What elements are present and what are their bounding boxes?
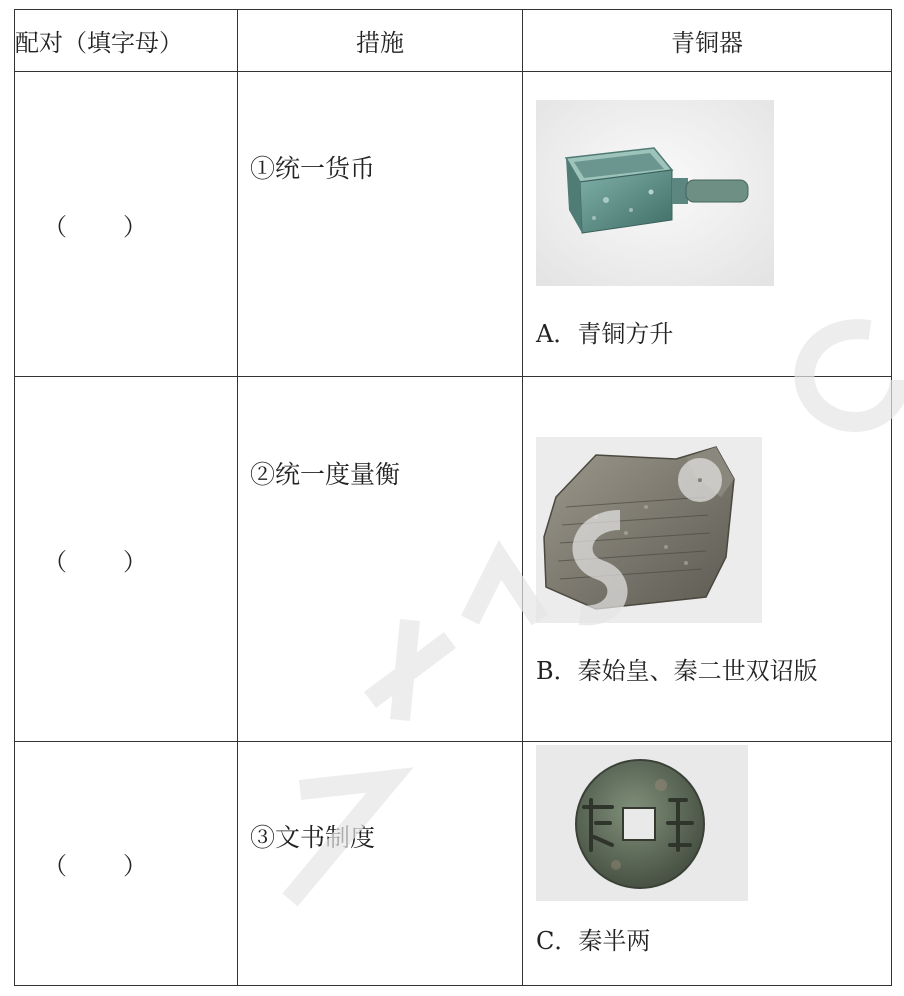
answer-close-bracket: ） (123, 212, 147, 241)
header-answer: 配对（填字母） (15, 10, 238, 72)
bronze-measuring-vessel-icon (536, 100, 774, 286)
answer-cell[interactable] (15, 742, 238, 986)
answer-open-bracket: （ (43, 547, 67, 576)
bronze-cell (523, 742, 892, 986)
measure-cell (238, 72, 523, 377)
measure-text: ②统一度量衡 (250, 460, 401, 489)
bronze-edict-plaque-icon (536, 437, 762, 623)
bronze-cell (523, 72, 892, 377)
table-row (15, 742, 892, 986)
item-label: A．青铜方升 (536, 320, 674, 348)
item-label: C．秦半两 (536, 927, 651, 955)
answer-open-bracket: （ (43, 852, 67, 880)
header-bronze: 青铜器 (523, 10, 892, 72)
answer-close-bracket: ） (123, 547, 147, 576)
table-row (15, 377, 892, 742)
measure-cell (238, 377, 523, 742)
bronze-cell (523, 377, 892, 742)
matching-table (14, 9, 892, 986)
banliang-coin-icon (536, 745, 748, 901)
measure-text: ①统一货币 (250, 154, 376, 183)
table-row (15, 72, 892, 377)
measure-cell (238, 742, 523, 986)
measure-text: ③文书制度 (250, 823, 376, 852)
answer-close-bracket: ） (123, 852, 147, 880)
header-row (15, 10, 892, 72)
item-label: B．秦始皇、秦二世双诏版 (536, 657, 818, 685)
header-measure: 措施 (238, 10, 523, 72)
answer-cell[interactable] (15, 377, 238, 742)
answer-open-bracket: （ (43, 212, 67, 241)
answer-cell[interactable] (15, 72, 238, 377)
